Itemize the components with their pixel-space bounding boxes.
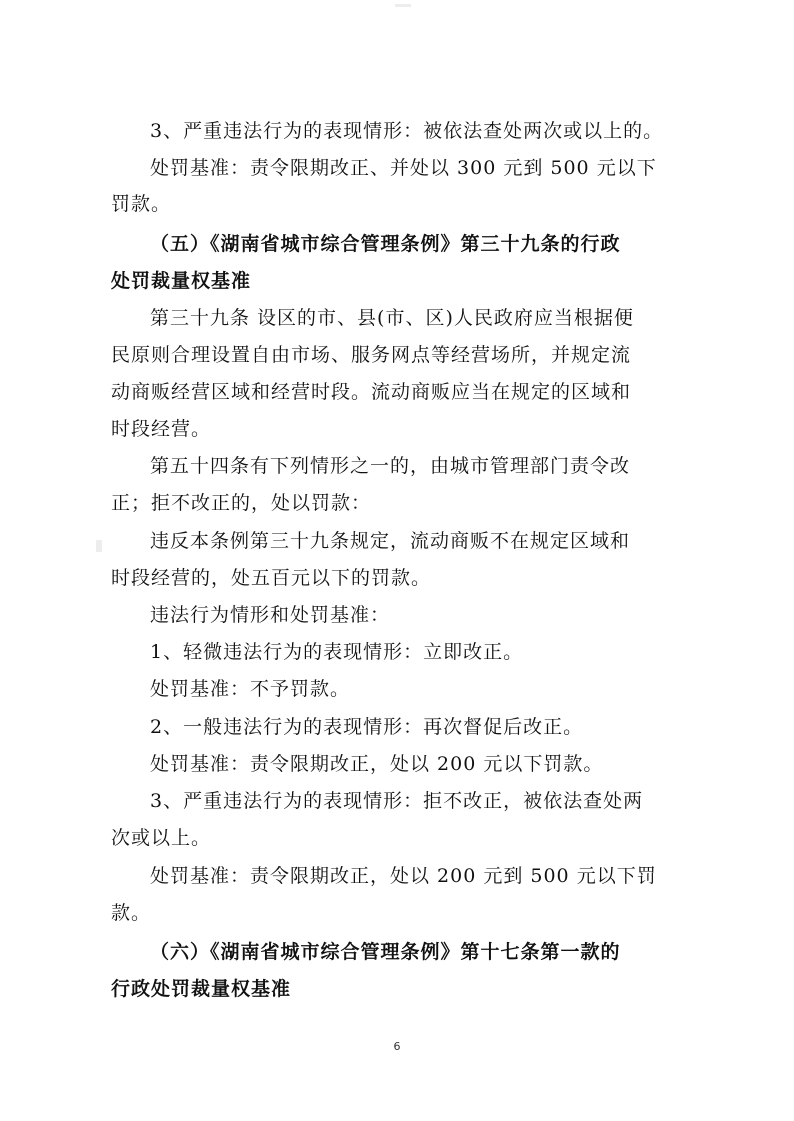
section-heading: （六）《湖南省城市综合管理条例》第十七条第一款的 (150, 941, 621, 963)
text-line: 民原则合理设置自由市场、服务网点等经营场所，并规定流 (111, 344, 632, 366)
text-line: 罚款。 (111, 193, 172, 215)
text-line: 1、轻微违法行为的表现情形：立即改正。 (150, 641, 524, 663)
text-line: 处罚基准：责令限期改正，处以 200 元到 500 元以下罚 (150, 865, 657, 887)
text-line: 第五十四条有下列情形之一的，由城市管理部门责令改 (150, 455, 631, 477)
text-line: 2、一般违法行为的表现情形：再次督促后改正。 (150, 716, 584, 738)
text-line: 次或以上。 (111, 827, 212, 849)
page-number: 6 (393, 1040, 401, 1053)
scan-mark-left (96, 540, 102, 552)
section-heading: 行政处罚裁量权基准 (111, 978, 292, 1000)
scan-mark-top (395, 4, 411, 7)
text-line: 动商贩经营区域和经营时段。流动商贩应当在规定的区域和 (111, 381, 632, 403)
text-line: 违法行为情形和处罚基准： (150, 604, 391, 626)
text-line: 第三十九条 设区的市、县(市、区)人民政府应当根据便 (150, 307, 634, 329)
text-line: 正；拒不改正的，处以罚款： (111, 492, 372, 514)
section-heading: 处罚裁量权基准 (111, 270, 252, 292)
text-line: 3、严重违法行为的表现情形：被依法查处两次或以上的。 (150, 120, 664, 142)
text-line: 处罚基准：责令限期改正，处以 200 元以下罚款。 (150, 753, 604, 775)
text-line: 处罚基准：责令限期改正、并处以 300 元到 500 元以下 (150, 157, 657, 179)
text-line: 款。 (111, 902, 152, 924)
text-line: 违反本条例第三十九条规定，流动商贩不在规定区域和 (150, 530, 631, 552)
text-line: 3、严重违法行为的表现情形：拒不改正，被依法查处两 (150, 790, 644, 812)
section-heading: （五）《湖南省城市综合管理条例》第三十九条的行政 (150, 233, 621, 255)
text-line: 时段经营的，处五百元以下的罚款。 (111, 567, 432, 589)
text-line: 时段经营。 (111, 418, 212, 440)
text-line: 处罚基准：不予罚款。 (150, 678, 351, 700)
